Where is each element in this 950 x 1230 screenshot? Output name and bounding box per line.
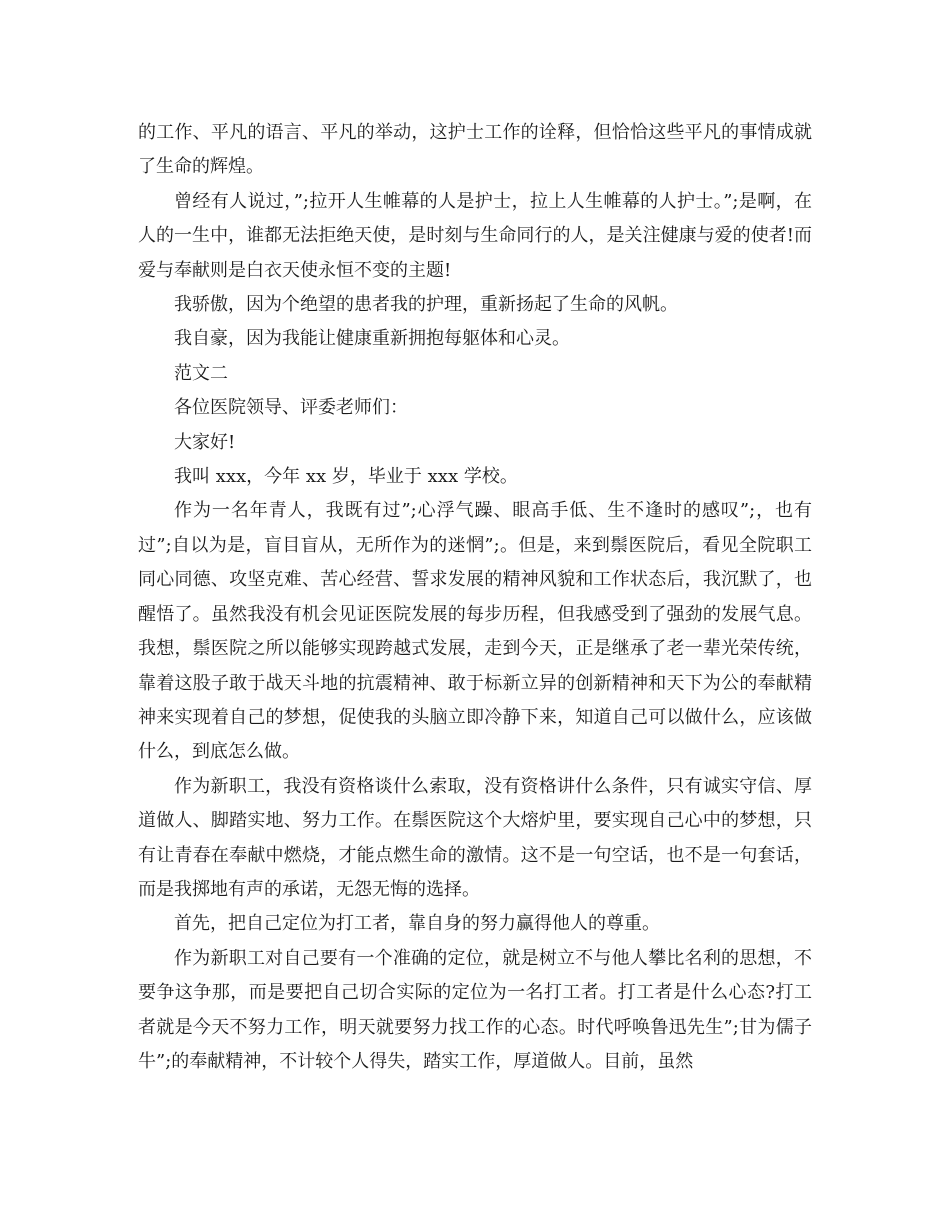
paragraph-new-employee: 作为新职工，我没有资格谈什么索取，没有资格讲什么条件，只有诚实守信、厚道做人、脚踏实地、努力工作。在鬃医院这个大熔炉里，要实现自己心中的梦想，只有让青春在奉献中燃烧，才能点燃生命的激情。这不是一句空话，也不是一句套话，而是我掷地有声的承诺，无怨无悔的选择。 [138, 775, 812, 900]
paragraph-proud: 我自豪，因为我能让健康重新拥抱每躯体和心灵。 [174, 328, 570, 350]
salutation: 各位医院领导、评委老师们： [174, 397, 408, 419]
paragraph-nurse-quote: 曾经有人说过，”;拉开人生帷幕的人是护士，拉上人生帷幕的人护士。”;是啊，在人的一生中，谁都无法拒绝天使，是时刻与生命同行的人，是关注健康与爱的使者!而爱与奉献则是白衣天使永恒不变的主题! [138, 190, 812, 281]
paragraph-first-point: 首先，把自己定位为打工者，靠自身的努力赢得他人的尊重。 [174, 913, 660, 935]
greeting: 大家好! [174, 431, 236, 453]
paragraph-young-person: 作为一名年青人，我既有过”;心浮气躁、眼高手低、生不逢时的感叹”;，也有过”;自以为是，盲目盲从，无所作为的迷惘”;。但是，来到鬃医院后，看见全院职工同心同德、攻坚克难、苦心经营、誓求发展的精神风貌和工作状态后，我沉默了，也醒悟了。虽然我没有机会见证医院发展的每步历程，但我感受到了强劲的发展气息。我想，鬃医院之所以能够实现跨越式发展，走到今天，正是继承了老一辈光荣传统，靠着这股子敢于战天斗地的抗震精神、敢于标新立异的创新精神和天下为公的奉献精神来实现着自己的梦想，促使我的头脑立即冷静下来，知道自己可以做什么，应该做什么，到底怎么做。 [138, 500, 812, 763]
paragraph-continued: 的工作、平凡的语言、平凡的举动，这护士工作的诠释，但恰恰这些平凡的事情成就了生命的辉煌。 [138, 122, 812, 178]
document-body [138, 116, 812, 1079]
section-heading-sample-two: 范文二 [174, 362, 228, 384]
paragraph-pride: 我骄傲，因为个绝望的患者我的护理，重新扬起了生命的风帆。 [174, 294, 678, 316]
self-introduction: 我叫 xxx，今年 xx 岁，毕业于 xxx 学校。 [174, 466, 518, 488]
paragraph-positioning: 作为新职工对自己要有一个准确的定位，就是树立不与他人攀比名利的思想，不要争这争那，而是要把自己切合实际的定位为一名打工者。打工者是什么心态?打工者就是今天不努力工作，明天就要努力找工作的心态。时代呼唤鲁迅先生”;甘为儒子牛”;的奉献精神，不计较个人得失，踏实工作，厚道做人。目前，虽然 [138, 947, 812, 1072]
